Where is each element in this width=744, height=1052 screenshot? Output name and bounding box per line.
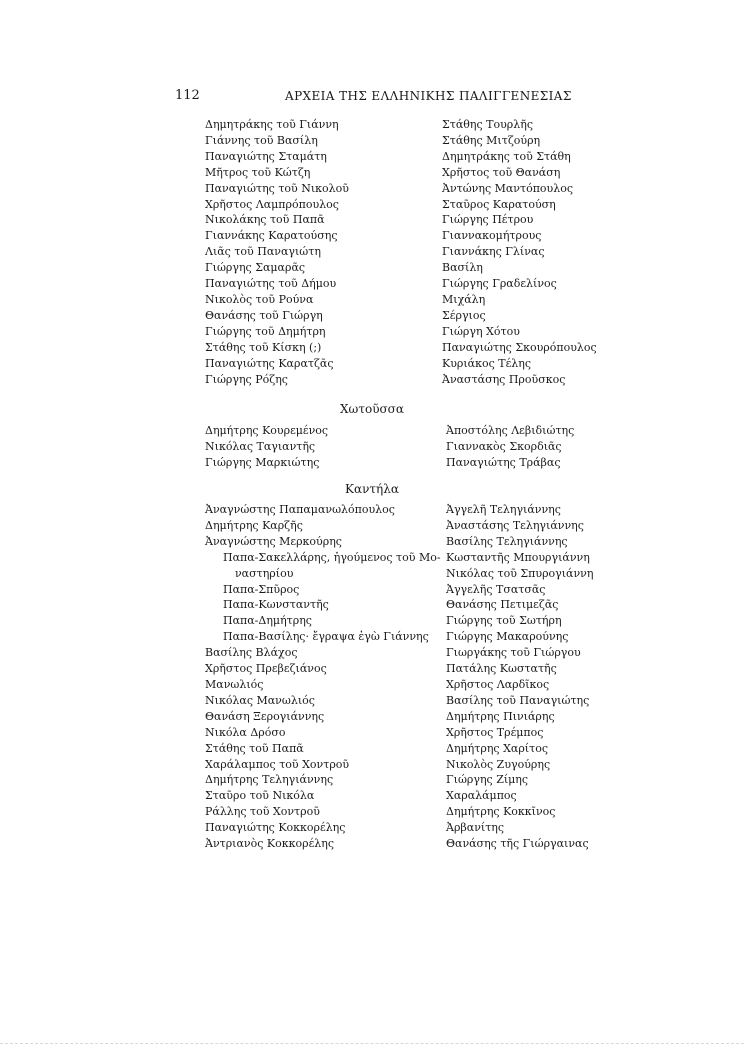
name-entry: Δημητράκης τοῦ Γιάννη <box>205 118 339 131</box>
name-entry: Χρῆστος Λαμπρόπουλος <box>205 197 339 211</box>
name-entry: Γιώργης Ζίμης <box>446 773 529 787</box>
name-entry: Κωσταντῆς Μπουργιάννη <box>446 550 590 564</box>
running-title: ΑΡΧΕΙΑ ΤΗΣ ΕΛΛΗΝΙΚΗΣ ΠΑΛΙΓΓΕΝΕΣΙΑΣ <box>285 89 572 103</box>
name-entry: Παναγιώτης Κοκκορέλης <box>205 821 346 835</box>
name-entry: Βασίλης τοῦ Παναγιώτης <box>446 693 590 707</box>
name-entry: Παπα-Σπῦρος <box>223 582 300 596</box>
name-entry: Ἀγγελῆ Τεληγιάννης <box>446 503 561 516</box>
name-entry: Χαράλαμπος τοῦ Χοντροῦ <box>205 757 350 771</box>
name-entry: Ἀρβανίτης <box>446 821 505 835</box>
name-entry: Νικόλα Δρόσο <box>205 725 286 739</box>
name-entry: Δημήτρης Καρζῆς <box>205 518 303 532</box>
name-entry: Χρῆστος Λαρδῖκος <box>446 677 550 691</box>
name-entry: Πατάλης Κωστατῆς <box>446 662 557 676</box>
name-entry: Γιώργης Πέτρου <box>442 213 534 227</box>
name-entry: Κυριάκος Τέλης <box>442 356 532 370</box>
name-entry: Γιάννης τοῦ Βασίλη <box>205 133 318 147</box>
name-entry: Ἀναστάσης Τεληγιάννης <box>446 518 584 532</box>
name-entry: Δημήτρης Τεληγιάννης <box>205 773 334 787</box>
name-entry: Δημητράκης τοῦ Στάθη <box>442 149 571 163</box>
section3-right-column <box>446 502 593 852</box>
name-entry: Γιώργης Γραδελίνος <box>442 277 557 291</box>
name-entry: Παναγιώτης Σταμάτη <box>205 149 327 163</box>
section1-left-column <box>205 117 349 387</box>
name-entry: Παπα-Κωνσταντῆς <box>223 598 329 612</box>
page-number: 112 <box>175 88 200 103</box>
section2-left-column <box>205 423 328 471</box>
name-entry: Ἀντώνης Μαντόπουλος <box>442 181 574 195</box>
name-entry: Θανάση Ξερογιάννης <box>205 709 325 723</box>
name-entry: Στάθης τοῦ Παπᾶ <box>205 741 304 755</box>
name-entry: Δημήτρης Κουρεμένος <box>205 424 329 437</box>
name-entry: Παναγιώτης Τράβας <box>446 455 561 469</box>
name-entry: Μιχάλη <box>442 292 486 306</box>
name-entry: Νικολὸς Ζυγούρης <box>446 757 551 771</box>
name-entry: Μανωλιός <box>205 677 264 691</box>
name-entry: Γιώργης τοῦ Σωτήρη <box>446 614 562 628</box>
name-entry: Χρῆστος Πρεβεζιάνος <box>205 662 327 676</box>
name-entry: Νικόλας τοῦ Σπυρογιάννη <box>446 566 594 580</box>
name-entry: Σέργιος <box>442 308 486 322</box>
name-entry: Στάθης Μιτζούρη <box>442 133 541 147</box>
name-entry: Θανάσης τοῦ Γιώργη <box>205 308 323 322</box>
name-entry: Βασίλης Βλάχος <box>205 646 298 660</box>
section3-left-column <box>205 502 441 852</box>
name-entry: Γιώργης Σαμαρᾶς <box>205 261 306 275</box>
name-entry: Δημήτρης Πινιάρης <box>446 709 555 723</box>
name-entry: Λιᾶς τοῦ Παναγιώτη <box>205 245 321 259</box>
name-entry: Παναγιώτης τοῦ Νικολοῦ <box>205 181 349 195</box>
name-entry: Ἀναγνώστης Παπαμανωλόπουλος <box>205 503 395 516</box>
name-entry: Στάθης Τουρλῆς <box>442 118 533 131</box>
name-entry: Νικόλας Ταγιαντῆς <box>205 439 316 453</box>
name-entry: Γιώργης Ρόζης <box>205 372 288 386</box>
name-entry: Γιώργης τοῦ Δημήτρη <box>205 324 326 338</box>
name-entry: Παναγιώτης Σκουρόπουλος <box>442 340 597 354</box>
name-entry: Νικολὸς τοῦ Ρούνα <box>205 292 314 306</box>
name-entry: ναστηρίου <box>235 566 294 580</box>
name-entry: Στάθης τοῦ Κίσκη (;) <box>205 340 322 354</box>
name-entry: Παπα-Βασίλης· ἔγραψα ἐγὼ Γιάννης <box>223 630 429 644</box>
section2-right-column <box>446 423 574 471</box>
name-entry: Δημήτρης Κοκκῖνος <box>446 805 556 819</box>
name-entry: Μῆτρος τοῦ Κώτζη <box>205 165 311 179</box>
name-entry: Χρῆστος τοῦ Θανάση <box>442 165 561 179</box>
name-entry: Γιώργης Μακαρούνης <box>446 630 569 644</box>
section-heading-chotoussa: Χωτοῦσσα <box>340 402 404 416</box>
name-entry: Ἀντριανὸς Κοκκορέλης <box>205 837 334 851</box>
name-entry: Ἀγγελῆς Τσατσᾶς <box>446 582 546 596</box>
name-entry: Νικολάκης τοῦ Παπᾶ <box>205 213 325 227</box>
name-entry: Γιαννάκης Γλίνας <box>442 245 545 259</box>
name-entry: Χρῆστος Τρέμπος <box>446 725 544 739</box>
name-entry: Ἀναγνώστης Μερκούρης <box>205 534 342 548</box>
name-entry: Γιωργάκης τοῦ Γιώργου <box>446 646 581 660</box>
name-entry: Δημήτρης Χαρίτος <box>446 741 548 755</box>
name-entry: Γιαννακομήτρους <box>442 229 542 243</box>
name-entry: Ἀναστάσης Προῦσκος <box>442 372 566 386</box>
name-entry: Παπα-Δημήτρης <box>223 614 312 628</box>
name-entry: Βασίλη <box>442 261 483 275</box>
name-entry: Θανάσης τῆς Γιώργαινας <box>446 837 589 851</box>
name-entry: Γιώργη Χότου <box>442 324 520 338</box>
name-entry: Νικόλας Μανωλιός <box>205 693 315 707</box>
name-entry: Γιώργης Μαρκιώτης <box>205 455 320 469</box>
name-entry: Χαραλάμπος <box>446 789 517 803</box>
name-entry: Γιαννακὸς Σκορδιᾶς <box>446 439 562 453</box>
name-entry: Παναγιώτης Καρατζᾶς <box>205 356 334 370</box>
section-heading-kantila: Καντήλα <box>345 482 399 496</box>
name-entry: Θανάσης Πετιμεζᾶς <box>446 598 559 612</box>
page-bottom-rule <box>0 1043 744 1044</box>
name-entry: Σταῦρος Καρατούση <box>442 197 556 211</box>
name-entry: Ἀποστόλης Λεβιδιώτης <box>446 424 575 437</box>
name-entry: Παναγιώτης τοῦ Δήμου <box>205 277 337 291</box>
name-entry: Παπα-Σακελλάρης, ἡγούμενος τοῦ Μο- <box>223 550 441 564</box>
name-entry: Ράλλης τοῦ Χοντροῦ <box>205 805 320 819</box>
section1-right-column <box>442 117 597 387</box>
name-entry: Σταῦρο τοῦ Νικόλα <box>205 789 315 803</box>
name-entry: Γιαννάκης Καρατούσης <box>205 229 338 243</box>
name-entry: Βασίλης Τεληγιάννης <box>446 534 568 548</box>
